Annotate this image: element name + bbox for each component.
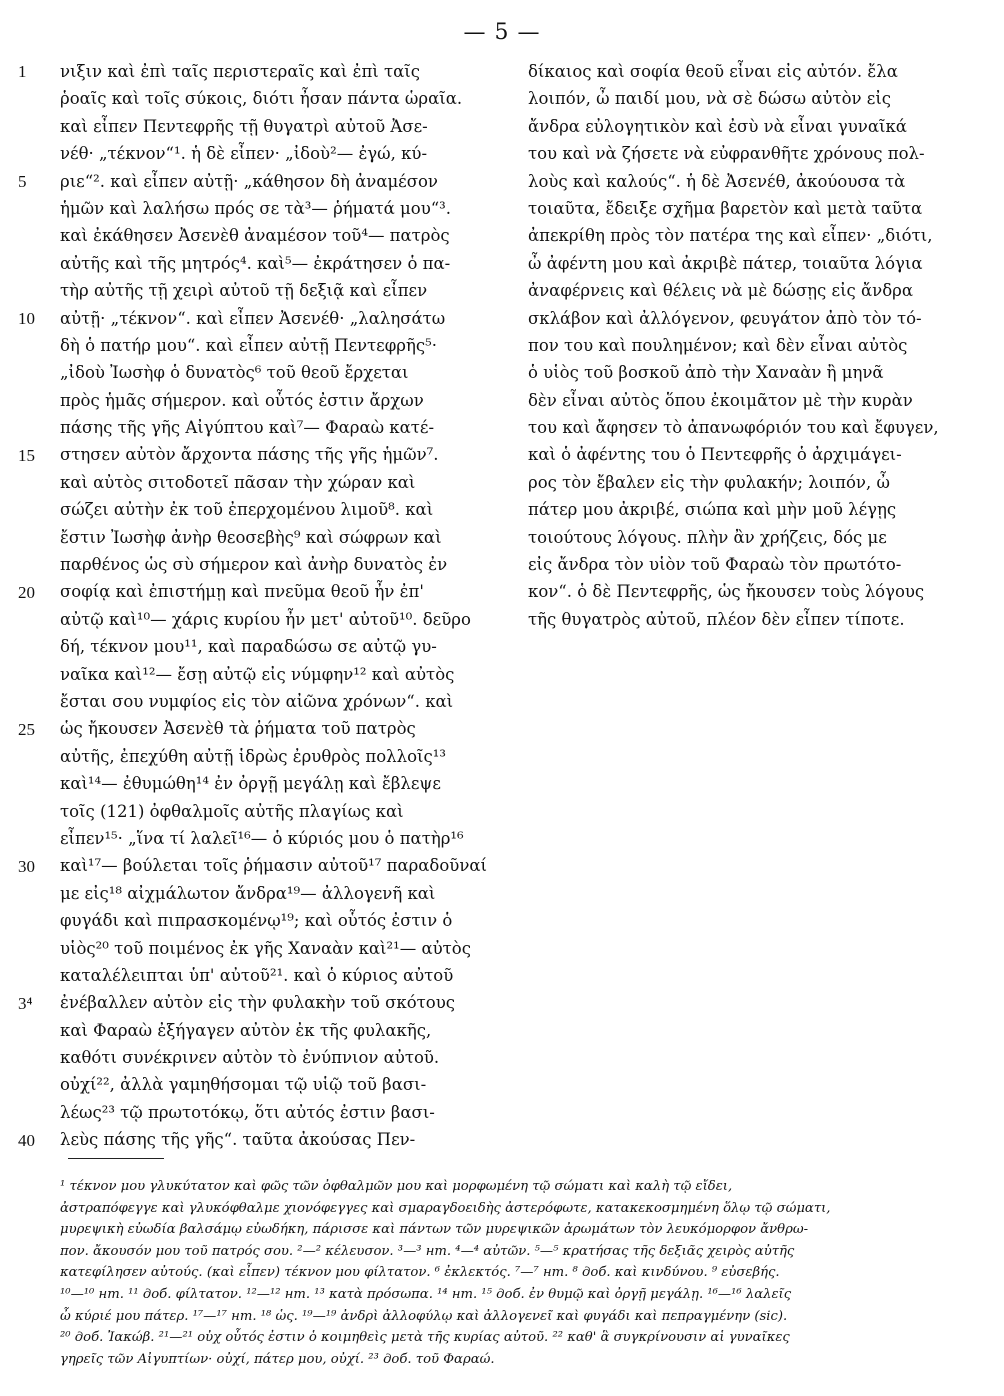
- text-line: οὐχί²², ἀλλὰ γαμηθήσομαι τῷ υἱῷ τοῦ βασι-: [60, 1075, 427, 1095]
- text-line: δὴ ὁ πατήρ μου“. καὶ εἶπεν αὐτῇ Πεντεφρῆς⁵·: [60, 335, 437, 355]
- text-line: λεὺς πάσης τῆς γῆς“. ταῦτα ἀκούσας Πεν-: [60, 1130, 416, 1150]
- text-line: με εἰς¹⁸ αἰχμάλωτον ἄνδρα¹⁹— ἀλλογενῆ καὶ: [60, 883, 436, 903]
- text-line: σκλάβον καὶ ἀλλόγενον, φευγάτον ἀπὸ τὸν τό-: [528, 308, 922, 328]
- text-line: δή, τέκνον μου¹¹, καὶ παραδώσω σε αὐτῷ γυ-: [60, 637, 437, 657]
- text-line: στησεν αὐτὸν ἄρχοντα πάσης τῆς γῆς ἡμῶν⁷.: [60, 445, 439, 465]
- text-line: πρὸς ἡμᾶς σήμερον. καὶ οὗτός ἐστιν ἄρχων: [60, 390, 424, 410]
- page-number: — 5 —: [463, 20, 541, 45]
- text-line: υἱὸς²⁰ τοῦ ποιμένος ἐκ γῆς Χαναὰν καὶ²¹— αὐτὸς: [60, 938, 471, 958]
- text-line: αὐτῆς καὶ τῆς μητρός⁴. καὶ⁵— ἐκράτησεν ὁ πα-: [60, 253, 451, 273]
- footnote-line: ¹⁰—¹⁰ нт. ¹¹ доб. φίλτατον. ¹²—¹² нт. ¹³ κατὰ πρόσωπα. ¹⁴ нт. ¹⁵ доб. ἐν θυμῷ καὶ ὀργῇ μεγάλῃ. ¹⁶—¹⁶ λαλεῖς: [60, 1286, 792, 1302]
- text-line: ἀναφέρνεις καὶ θέλεις νὰ μὲ δώσῃς εἰς ἄνδρα: [528, 281, 913, 301]
- line-number: 5: [18, 171, 27, 191]
- text-line: ἡμῶν καὶ λαλήσω πρός σε τὰ³— ῥήματά μου“³.: [60, 198, 452, 218]
- text-line: καὶ¹⁴— ἐθυμώθη¹⁴ ἐν ὀργῇ μεγάλῃ καὶ ἔβλεψε: [60, 774, 441, 794]
- text-line: ριε“². καὶ εἶπεν αὐτῇ· „κάθησον δὴ ἀναμέσον: [60, 171, 438, 191]
- text-line: ναῖκα καὶ¹²— ἔσῃ αὐτῷ εἰς νύμφην¹² καὶ αὐτὸς: [60, 664, 455, 684]
- text-line: ἔστιν Ἰωσὴφ ἀνὴρ θεοσεβὴς⁹ καὶ σώφρων καὶ: [60, 527, 442, 547]
- line-number: 10: [18, 308, 35, 328]
- text-line: ἐνέβαλλεν αὐτὸν εἰς τὴν φυλακὴν τοῦ σκότους: [60, 993, 455, 1013]
- footnote-rule: [68, 1158, 164, 1159]
- text-line: ρος τὸν ἔβαλεν εἰς τὴν φυλακήν; λοιπόν, ὦ: [528, 472, 890, 492]
- footnote-line: κατεφίλησεν αὐτούς. (καὶ εἶπεν) τέκνον μου φίλτατον. ⁶ ἐκλεκτός. ⁷—⁷ нт. ⁸ доб. καὶ κινδύνου. ⁹ εὐσεβής.: [60, 1265, 780, 1281]
- text-line: εἰς ἄνδρα τὸν υἱὸν τοῦ Φαραὼ τὸν πρωτότο-: [528, 555, 902, 575]
- text-line: ὦ ἀφέντη μου καὶ ἀκριβὲ πάτερ, τοιαῦτα λόγια: [528, 253, 923, 273]
- text-line: σώζει αὐτὴν ἐκ τοῦ ἐπερχομένου λιμοῦ⁸. καὶ: [60, 500, 434, 520]
- text-line: παρθένος ὡς σὺ σήμερον καὶ ἀνὴρ δυνατὸς ἐν: [60, 555, 448, 575]
- text-line: λοιπόν, ὦ παιδί μου, νὰ σὲ δώσω αὐτὸν εἰς: [528, 89, 892, 109]
- footnote-line: ὦ κύριέ μου πάτερ. ¹⁷—¹⁷ нт. ¹⁸ ὡς. ¹⁹—¹⁹ ἀνδρὶ ἀλλοφύλῳ καὶ ἀλλογενεῖ καὶ φυγάδι καὶ πεπραγμένην (sic).: [60, 1308, 788, 1324]
- text-line: ὡς ἤκουσεν Ἀσενὲθ τὰ ῥήματα τοῦ πατρὸς: [60, 719, 416, 739]
- text-line: πάσης τῆς γῆς Αἰγύπτου καὶ⁷— Φαραὼ κατέ-: [60, 418, 435, 438]
- text-line: νέθ· „τέκνον“¹. ἡ δὲ εἶπεν· „ἰδοὺ²— ἐγώ, κύ-: [60, 144, 428, 164]
- text-line: αὐτῆς, ἐπεχύθη αὐτῇ ἱδρὼς ἐρυθρὸς πολλοῖς¹³: [60, 746, 446, 766]
- text-line: δὲν εἶναι αὐτὸς ὅπου ἐκοιμᾶτον μὲ τὴν κυρὰν: [528, 390, 913, 410]
- text-line: του καὶ νὰ ζήσετε νὰ εὐφρανθῆτε χρόνους πολ-: [528, 144, 925, 164]
- footnote-line: πον. ἄκουσόν μου τοῦ πατρός σου. ²—² κέλευσον. ³—³ нт. ⁴—⁴ αὐτῶν. ⁵—⁵ κρατήσας τῆς δεξιᾶς χειρὸς αὐτῆς: [60, 1243, 795, 1259]
- text-line: τοιούτους λόγους. πλὴν ἂν χρήζεις, δός με: [528, 527, 887, 547]
- text-line: καὶ Φαραὼ ἐξήγαγεν αὐτὸν ἐκ τῆς φυλακῆς,: [60, 1020, 432, 1040]
- line-number: 40: [18, 1130, 35, 1150]
- line-number: 20: [18, 582, 35, 602]
- text-line: καὶ ἐκάθησεν Ἀσενὲθ ἀναμέσον τοῦ⁴— πατρὸς: [60, 226, 450, 246]
- text-line: δίκαιος καὶ σοφία θεοῦ εἶναι εἰς αὐτόν. ἔλα: [528, 62, 898, 81]
- line-number: 30: [18, 856, 35, 876]
- text-line: τοιαῦτα, ἔδειξε σχῆμα βαρετὸν καὶ μετὰ ταῦτα: [528, 198, 923, 218]
- line-number: 3⁴: [18, 993, 33, 1013]
- text-line: ἔσται σου νυμφίος εἰς τὸν αἰῶνα χρόνων“. καὶ: [60, 691, 454, 711]
- line-number: 15: [18, 445, 35, 465]
- text-line: ῥοαῖς καὶ τοῖς σύκοις, διότι ἦσαν πάντα ὡραῖα.: [60, 89, 463, 109]
- text-line: πάτερ μου ἀκριβέ, σιώπα καὶ μὴν μοῦ λέγῃς: [528, 500, 897, 520]
- text-line: αὐτῷ καὶ¹⁰— χάρις κυρίου ἦν μετ' αὐτοῦ¹⁰. δεῦρο: [60, 609, 471, 629]
- line-number: 1: [18, 62, 27, 81]
- footnote-line: ¹ τέκνον μου γλυκύτατον καὶ φῶς τῶν ὀφθαλμῶν μου καὶ μορφωμένη τῷ σώματι καὶ καλὴ τῷ εἴδει,: [60, 1179, 733, 1194]
- text-line: καθότι συνέκρινεν αὐτὸν τὸ ἐνύπνιον αὐτοῦ.: [60, 1048, 440, 1068]
- text-line: αὐτῇ· „τέκνον“. καὶ εἶπεν Ἀσενέθ· „λαλησάτω: [60, 308, 446, 328]
- text-line: καὶ αὐτὸς σιτοδοτεῖ πᾶσαν τὴν χώραν καὶ: [60, 472, 416, 492]
- left-column: [60, 58, 504, 1154]
- text-line: εἶπεν¹⁵· „ἵνα τί λαλεῖ¹⁶— ὁ κύριός μου ὁ πατὴρ¹⁶: [60, 828, 464, 848]
- text-line: καταλέλειπται ὑπ' αὐτοῦ²¹. καὶ ὁ κύριος αὐτοῦ: [60, 965, 454, 985]
- text-line: φυγάδι καὶ πιπρασκομένῳ¹⁹; καὶ οὗτός ἐστιν ὁ: [60, 911, 453, 931]
- footnote-line: γηρεῖς τῶν Αἰγυπτίων· οὐχί, πάτερ μου, οὐχί. ²³ доб. τοῦ Φαραώ.: [60, 1351, 495, 1367]
- text-line: καὶ¹⁷— βούλεται τοῖς ῥήμασιν αὐτοῦ¹⁷ παραδοῦναί: [60, 856, 487, 876]
- text-line: ἄνδρα εὐλογητικὸν καὶ ἐσὺ νὰ εἶναι γυναῖκά: [528, 116, 907, 136]
- footnote-line: μυρεψικὴ εὐωδία βαλσάμῳ εὐωδήκη, πάρισσε καὶ πάντων τῶν μυρεψικῶν ἀρωμάτων τὸν λευκόμορφον ἄνθρω-: [60, 1222, 809, 1238]
- text-line: σοφίᾳ καὶ ἐπιστήμῃ καὶ πνεῦμα θεοῦ ἦν ἐπ': [60, 582, 424, 602]
- line-number: 25: [18, 719, 35, 739]
- right-column: [528, 58, 976, 633]
- text-line: καὶ ὁ ἀφέντης του ὁ Πεντεφρῆς ὁ ἀρχιμάγει-: [528, 445, 902, 465]
- text-line: πον του καὶ πουλημένον; καὶ δὲν εἶναι αὐτὸς: [528, 335, 908, 355]
- text-line: λέως²³ τῷ πρωτοτόκῳ, ὅτι αὐτός ἐστιν βασι-: [60, 1102, 435, 1122]
- text-line: „ἰδοὺ Ἰωσὴφ ὁ δυνατὸς⁶ τοῦ θεοῦ ἔρχεται: [60, 363, 409, 383]
- text-line: τὴρ αὐτῆς τῇ χειρὶ αὐτοῦ τῇ δεξιᾷ καὶ εἶπεν: [60, 281, 428, 301]
- footnote-line: ²⁰ доб. Ἰακώβ. ²¹—²¹ οὐχ οὗτός ἐστιν ὁ κοιμηθεὶς μετὰ τῆς κυρίας αὐτοῦ. ²² καθ' ἃ συγκρίνουσιν αἱ γυναῖκες: [60, 1330, 790, 1346]
- text-line: ἀπεκρίθη πρὸς τὸν πατέρα της καὶ εἶπεν· „διότι,: [528, 226, 933, 246]
- footnote-line: ἀστραπόφεγγε καὶ γλυκόφθαλμε χιονόφεγγες καὶ σμαραγδοειδὴς ἀστερόφωτε, κατακεκοσμημένη ὅλῳ τῷ σώματι,: [60, 1200, 831, 1216]
- text-line: ὁ υἱὸς τοῦ βοσκοῦ ἀπὸ τὴν Χαναὰν ἢ μηνᾶ: [528, 363, 884, 383]
- text-line: καὶ εἶπεν Πεντεφρῆς τῇ θυγατρὶ αὐτοῦ Ἀσε-: [60, 116, 428, 136]
- text-line: του καὶ ἄφησεν τὸ ἀπανωφόριόν του καὶ ἔφυγεν,: [528, 418, 939, 438]
- text-line: τοῖς (121) ὀφθαλμοῖς αὐτῆς πλαγίως καὶ: [60, 801, 404, 821]
- text-line: λοὺς καὶ καλούς“. ἡ δὲ Ἀσενέθ, ἀκούουσα τὰ: [528, 171, 906, 191]
- footnotes: [60, 1176, 988, 1370]
- text-line: κον“. ὁ δὲ Πεντεφρῆς, ὡς ἤκουσεν τοὺς λόγους: [528, 582, 925, 602]
- text-line: νιξιν καὶ ἐπὶ ταῖς περιστεραῖς καὶ ἐπὶ ταῖς: [60, 62, 421, 81]
- text-line: τῆς θυγατρὸς αὐτοῦ, πλέον δὲν εἶπεν τίποτε.: [528, 609, 905, 629]
